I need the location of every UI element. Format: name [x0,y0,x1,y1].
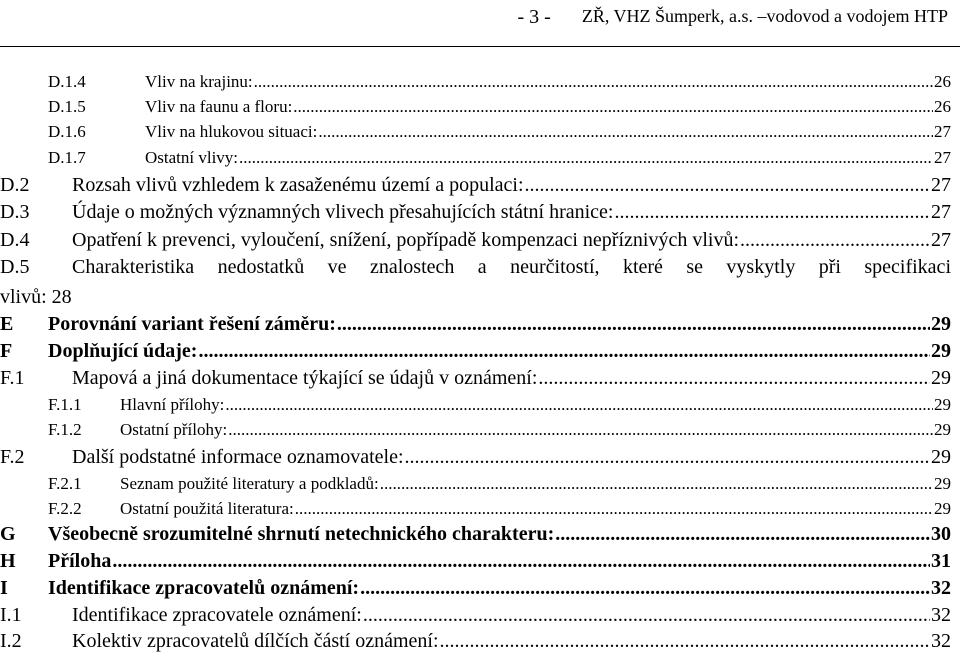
toc-page-number: 27 [934,148,951,167]
toc-title: Identifikace zpracovatele oznámení: [72,604,362,626]
toc-number: D.1.7 [48,148,86,167]
dot-leader [254,72,933,92]
dot-leader [405,446,930,469]
toc-entry-h[interactable] [0,550,960,576]
toc-page-number: 29 [931,313,951,335]
dot-leader [318,122,933,142]
toc-page-number: 29 [934,474,951,493]
dot-leader [740,229,930,252]
toc-entry-f[interactable] [0,340,960,366]
toc-entry-f-1-1[interactable] [0,395,960,421]
toc-page-number: 27 [931,229,951,251]
toc-number: F.1 [0,367,25,389]
toc-page-number: 29 [934,420,951,439]
toc-page-number: 32 [931,577,951,599]
toc-number: D.1.4 [48,72,86,91]
document-title: ZŘ, VHZ Šumperk, a.s. –vodovod a vodojem HTP [581,6,948,26]
dot-leader [614,201,930,224]
dot-leader [360,577,930,600]
dot-leader [440,630,930,653]
dot-leader [555,523,930,546]
toc-entry-d-2[interactable] [0,174,960,200]
toc-number: I.2 [0,630,22,652]
toc-page-number: 26 [934,97,951,116]
toc-title: Doplňující údaje: [48,340,198,362]
toc-entry-f-2-2[interactable] [0,499,960,525]
toc-title: Hlavní přílohy: [120,395,225,414]
toc-number: D.2 [0,174,30,196]
toc-number: F [0,340,13,362]
toc-title-continuation: vlivů: 28 [0,286,72,308]
toc-entry-d-3[interactable] [0,201,960,227]
dot-leader [525,174,930,197]
toc-entry-d-1-4[interactable] [0,72,960,98]
toc-title: Všeobecně srozumitelné shrnutí netechnického charakteru: [48,523,555,545]
toc-title: Vliv na hlukovou situaci: [145,122,318,141]
toc-entry-d-1-7[interactable] [0,148,960,174]
toc-title: Mapová a jiná dokumentace týkající se údajů v oznámení: [72,367,538,389]
toc-entry-i-1[interactable] [0,604,960,630]
toc-number: G [0,523,16,545]
toc-page-number: 29 [931,446,951,468]
toc-number: D.3 [0,201,30,223]
dot-leader [228,420,933,440]
toc-title: Ostatní použitá literatura: [120,499,294,518]
toc-entry-i-2[interactable] [0,630,960,656]
toc-title: Identifikace zpracovatelů oznámení: [48,577,360,599]
toc-entry-d-1-6[interactable] [0,122,960,148]
page-header [518,6,948,29]
toc-number: D.5 [0,256,30,278]
toc-number: F.2.1 [48,474,82,493]
dot-leader [239,148,933,168]
dot-leader [538,367,930,390]
toc-page-number: 29 [931,367,951,389]
toc-entry-d-1-5[interactable] [0,97,960,123]
toc-number: F.2 [0,446,25,468]
dot-leader [198,340,930,363]
toc-title: Ostatní přílohy: [120,420,228,439]
toc-number: D.1.6 [48,122,86,141]
dot-leader [363,604,930,627]
toc-page-number: 30 [931,523,951,545]
header-rule [0,46,960,47]
toc-title: Opatření k prevenci, vyloučení, snížení, popřípadě kompenzaci nepříznivých vlivů: [72,229,740,251]
toc-page-number: 32 [931,630,951,652]
toc-number: D.4 [0,229,30,251]
toc-entry-g[interactable] [0,523,960,549]
toc-entry-d-5[interactable] [0,256,951,316]
toc-title: Příloha [48,550,112,572]
toc-title: Ostatní vlivy: [145,148,239,167]
toc-number: E [0,313,14,335]
toc-entry-i[interactable] [0,577,960,603]
toc-page-number: 29 [931,340,951,362]
toc-title: Vliv na faunu a floru: [145,97,293,116]
toc-number: H [0,550,16,572]
toc-entry-f-2[interactable] [0,446,960,472]
toc-entry-f-1-2[interactable] [0,420,960,446]
dot-leader [112,550,930,573]
toc-page-number: 27 [934,122,951,141]
toc-page-number: 31 [931,550,951,572]
toc-entry-f-2-1[interactable] [0,474,960,500]
dot-leader [337,313,930,336]
dot-leader [225,395,933,415]
toc-title: Seznam použité literatury a podkladů: [120,474,379,493]
dot-leader [293,97,933,117]
toc-number: D.1.5 [48,97,86,116]
toc-title: Další podstatné informace oznamovatele: [72,446,404,468]
dot-leader [295,499,933,519]
toc-number: I [0,577,8,599]
toc-title: Rozsah vlivů vzhledem k zasaženému území a populaci: [72,174,524,196]
toc-entry-d-4[interactable] [0,229,960,255]
toc-page-number: 29 [934,499,951,518]
toc-title: Vliv na krajinu: [145,72,253,91]
toc-entry-e[interactable] [0,313,960,339]
toc-number: F.1.1 [48,395,82,414]
toc-title: Údaje o možných významných vlivech přesahujících státní hranice: [72,201,614,223]
toc-title: Porovnání variant řešení záměru: [48,313,336,335]
toc-page-number: 27 [931,201,951,223]
toc-number: F.1.2 [48,420,82,439]
toc-number: I.1 [0,604,22,626]
page-number: - 3 - [517,6,551,28]
toc-entry-f-1[interactable] [0,367,960,393]
toc-page-number: 29 [934,395,951,414]
toc-page-number: 26 [934,72,951,91]
toc-title: Charakteristika nedostatků ve znalostech a neurčitostí, které se vyskytly při specifikaci [72,256,951,278]
toc-page-number: 27 [931,174,951,196]
toc-page-number: 32 [931,604,951,626]
toc-title: Kolektiv zpracovatelů dílčích částí oznámení: [72,630,439,652]
toc-number: F.2.2 [48,499,82,518]
dot-leader [380,474,933,494]
